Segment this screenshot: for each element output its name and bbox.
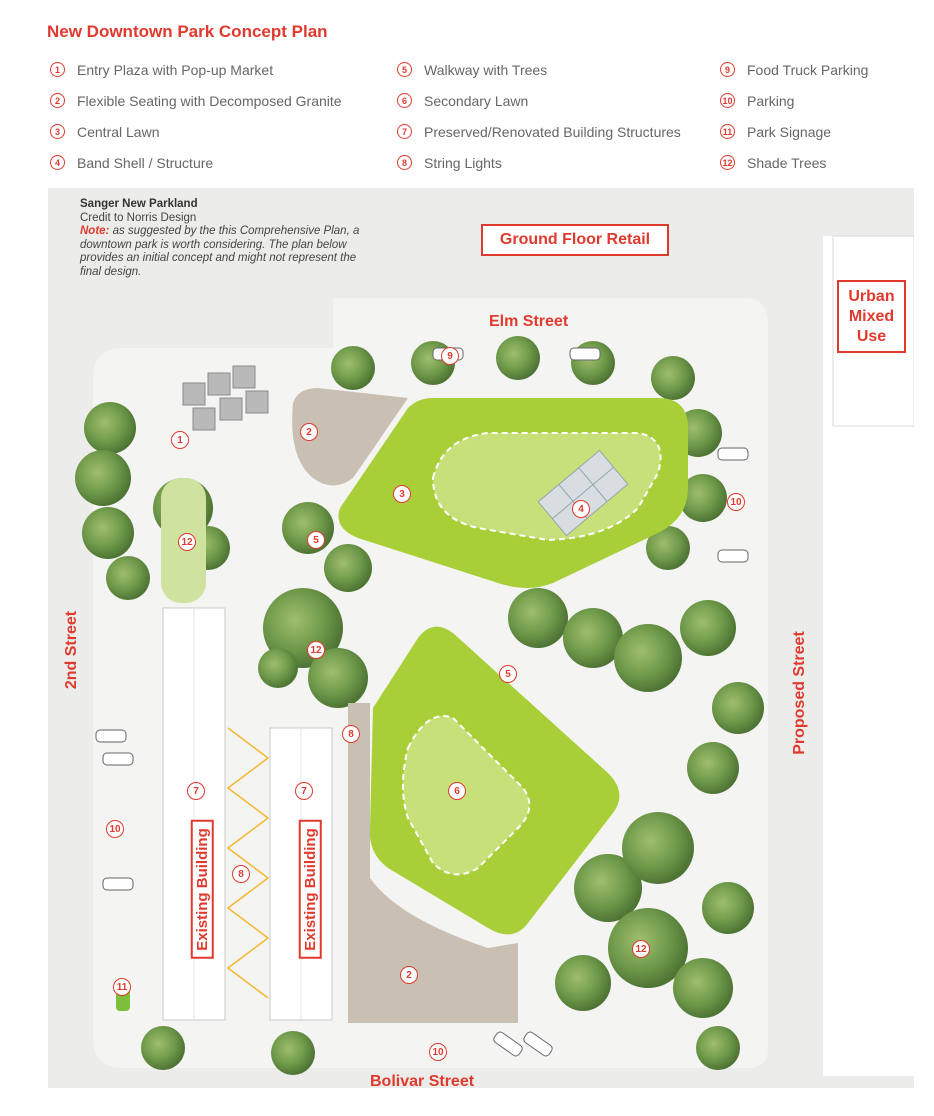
legend-label: String Lights [424, 154, 502, 171]
number-badge: 1 [50, 62, 65, 77]
marker-band-shell: 4 [572, 500, 590, 518]
legend-item [397, 85, 681, 116]
number-badge: 12 [720, 155, 735, 170]
note-text: as suggested by the this Comprehensive Plan, a downtown park is worth considering. The plan below provides an initial concept and might not represent the final design. [80, 225, 360, 278]
marker-building-east: 7 [295, 782, 313, 800]
legend-item [50, 116, 342, 147]
ground-floor-retail-label: Ground Floor Retail [481, 224, 669, 256]
marker-shade-trees-east: 12 [632, 940, 650, 958]
legend-item [720, 54, 868, 85]
marker-shade-trees-center: 12 [307, 641, 325, 659]
marker-central-lawn: 3 [393, 485, 411, 503]
legend-item [397, 54, 681, 85]
bolivar-street-label: Bolivar Street [370, 1073, 475, 1090]
marker-seating-north: 2 [300, 423, 318, 441]
number-badge: 6 [397, 93, 412, 108]
legend [50, 54, 890, 174]
legend-item [720, 116, 868, 147]
legend-label: Flexible Seating with Decomposed Granite [77, 92, 342, 109]
marker-shade-trees-west: 12 [178, 533, 196, 551]
legend-label: Food Truck Parking [747, 61, 869, 78]
number-badge: 3 [50, 124, 65, 139]
park-site-plan [48, 188, 914, 1088]
marker-entry-plaza: 1 [171, 431, 189, 449]
legend-item [397, 116, 681, 147]
plan-note [80, 198, 380, 279]
number-badge: 4 [50, 155, 65, 170]
legend-item [50, 85, 342, 116]
marker-walkway-east: 5 [499, 665, 517, 683]
marker-parking-west: 10 [106, 820, 124, 838]
legend-label: Walkway with Trees [424, 61, 548, 78]
note-label: Note: [80, 225, 110, 237]
legend-label: Band Shell / Structure [77, 154, 214, 171]
legend-label: Park Signage [747, 123, 832, 140]
legend-label: Entry Plaza with Pop-up Market [77, 61, 274, 78]
legend-label: Secondary Lawn [424, 92, 529, 109]
legend-label: Shade Trees [747, 154, 827, 171]
note-heading: Sanger New Parkland [80, 198, 198, 210]
number-badge: 8 [397, 155, 412, 170]
marker-string-lights-south: 8 [232, 865, 250, 883]
second-street-label: 2nd Street [63, 610, 80, 690]
existing-building-label-west: Existing Building [191, 820, 214, 959]
legend-item [50, 54, 342, 85]
number-badge: 10 [720, 93, 735, 108]
legend-item [720, 147, 868, 178]
legend-item [397, 147, 681, 178]
marker-building-west: 7 [187, 782, 205, 800]
marker-parking-south: 10 [429, 1043, 447, 1061]
marker-string-lights-north: 8 [342, 725, 360, 743]
number-badge: 7 [397, 124, 412, 139]
legend-label: Preserved/Renovated Building Structures [424, 123, 681, 140]
legend-label: Parking [747, 92, 795, 109]
number-badge: 5 [397, 62, 412, 77]
number-badge: 11 [720, 124, 735, 139]
marker-park-signage: 11 [113, 978, 131, 996]
note-credit: Credit to Norris Design [80, 211, 197, 224]
legend-label: Central Lawn [77, 123, 160, 140]
number-badge: 9 [720, 62, 735, 77]
marker-parking-east: 10 [727, 493, 745, 511]
legend-item [720, 85, 868, 116]
proposed-street-label: Proposed Street [791, 631, 808, 755]
urban-mixed-use-label: Urban Mixed Use [837, 280, 906, 353]
existing-building-label-east: Existing Building [299, 820, 322, 959]
marker-seating-south: 2 [400, 966, 418, 984]
marker-food-truck: 9 [441, 347, 459, 365]
legend-item [50, 147, 342, 178]
page-title: New Downtown Park Concept Plan [47, 22, 328, 41]
marker-secondary-lawn: 6 [448, 782, 466, 800]
marker-walkway-west: 5 [307, 531, 325, 549]
elm-street-label: Elm Street [489, 313, 569, 330]
number-badge: 2 [50, 93, 65, 108]
